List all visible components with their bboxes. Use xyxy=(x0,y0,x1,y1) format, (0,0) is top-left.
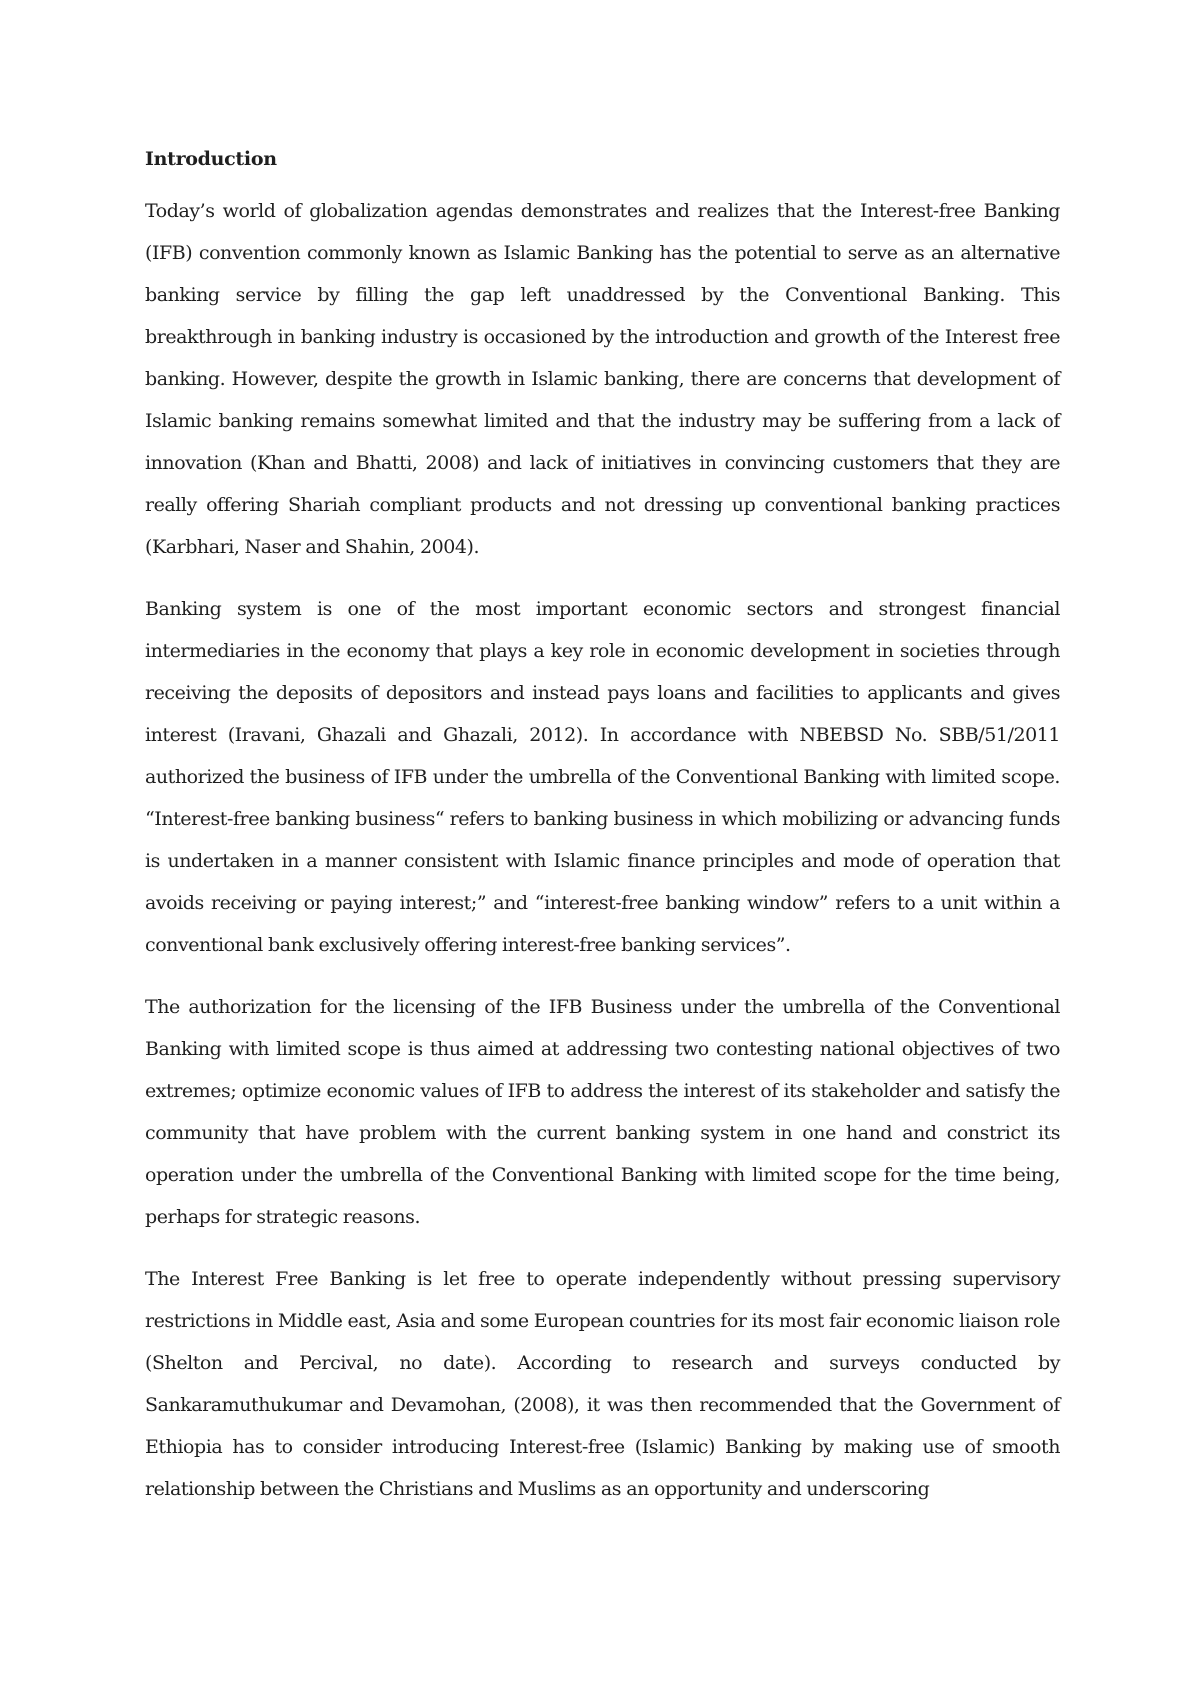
document-body xyxy=(145,142,1060,1530)
paragraph-1: Today’s world of globalization agendas demonstrates and realizes that the Interest-free Banking (IFB) convention commonly known as Islamic Banking has the potential to serve as an alternative banking service by filling the gap left unaddressed by the Conventional Banking. This breakthrough in banking industry is occasioned by the introduction and growth of the Interest free banking. However, despite the growth in Islamic banking, there are concerns that development of Islamic banking remains somewhat limited and that the industry may be suffering from a lack of innovation (Khan and Bhatti, 2008) and lack of initiatives in convincing customers that they are really offering Shariah compliant products and not dressing up conventional banking practices (Karbhari, Naser and Shahin, 2004). xyxy=(145,200,1060,558)
paragraph-2: Banking system is one of the most important economic sectors and strongest financial intermediaries in the economy that plays a key role in economic development in societies through receiving the deposits of depositors and instead pays loans and facilities to applicants and gives interest (Iravani, Ghazali and Ghazali, 2012). In accordance with NBEBSD No. SBB/51/2011 authorized the business of IFB under the umbrella of the Conventional Banking with limited scope. “Interest-free banking business“ refers to banking business in which mobilizing or advancing funds is undertaken in a manner consistent with Islamic finance principles and mode of operation that avoids receiving or paying interest;” and “interest-free banking window” refers to a unit within a conventional bank exclusively offering interest-free banking services”. xyxy=(145,598,1060,956)
paragraph-4: The Interest Free Banking is let free to operate independently without pressing supervisory restrictions in Middle east, Asia and some European countries for its most fair economic liaison role (Shelton and Percival, no date). According to research and surveys conducted by Sankaramuthukumar and Devamohan, (2008), it was then recommended that the Government of Ethiopia has to consider introducing Interest-free (Islamic) Banking by making use of smooth relationship between the Christians and Muslims as an opportunity and underscoring xyxy=(145,1268,1060,1500)
section-heading: Introduction xyxy=(145,148,277,170)
paragraph-3: The authorization for the licensing of the IFB Business under the umbrella of the Conventional Banking with limited scope is thus aimed at addressing two contesting national objectives of two extremes; optimize economic values of IFB to address the interest of its stakeholder and satisfy the community that have problem with the current banking system in one hand and constrict its operation under the umbrella of the Conventional Banking with limited scope for the time being, perhaps for strategic reasons. xyxy=(145,996,1060,1228)
